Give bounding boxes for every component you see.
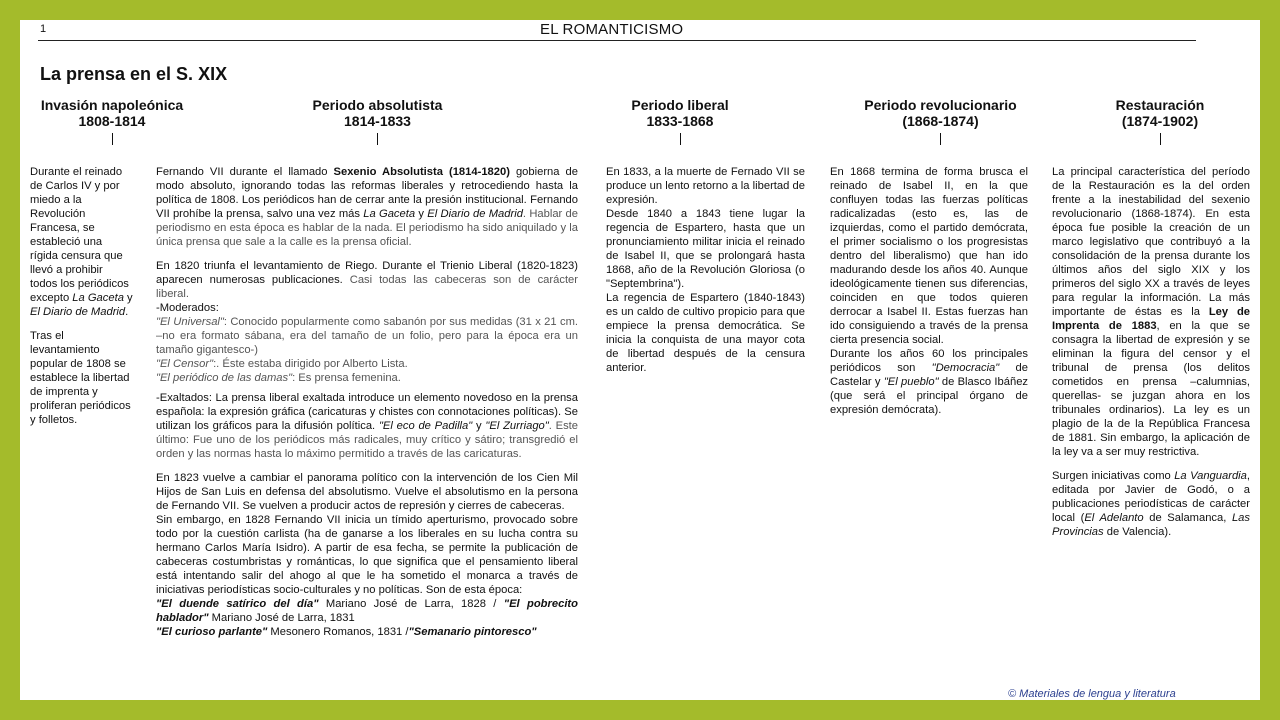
list-item: "El duende satírico del día" Mariano José de Larra, 1828 / "El pobrecito hablador" Mariano José de Larra, 1831 [156,598,578,624]
paragraph: En 1820 triunfa el levantamiento de Riego. Durante el Trienio Liberal (1820-1823) aparecen numerosas publicaciones. Casi todas las cabeceras son de carácter liberal. [156,260,578,300]
column-liberal [606,165,805,375]
paragraph: -Exaltados: La prensa liberal exaltada introduce un elemento novedoso en la prensa española: la expresión gráfica (caricaturas y chistes con connotaciones políticas). Se utilizan los gráficos para la difusión política. "El eco de Padilla" y "El Zurriago". Este último: Fue uno de los periódicos más radicales, muy crítico y sátiro; transgredió el orden y las normas hasta lo máximo permitido a través de las caricaturas. [156,392,579,460]
period-liberal [605,97,755,145]
paragraph: Durante el reinado de Carlos IV y por miedo a la Revolución Francesa, se estableció una rígida censura que llevó a prohibir todos los periódicos excepto La Gaceta y El Diario de Madrid. [30,166,133,318]
period-name: Invasión napoleónica [40,97,184,113]
paragraph: En 1823 vuelve a cambiar el panorama político con la intervención de los Cien Mil Hijos de San Luis en defensa del absolutismo. Vuelve el absolutismo en la persona de Fernando VII. Se vuelven a producir actos de represión y cierres de cabeceras. [156,472,578,512]
document-page [20,20,1260,700]
period-dates: 1833-1868 [646,113,714,129]
column-revolutionary [830,165,1028,417]
period-restoration [1090,97,1230,145]
document-title: EL ROMANTICISMO [540,21,684,38]
period-absolutist [290,97,465,145]
period-revolutionary [848,97,1033,145]
paragraph: En 1868 termina de forma brusca el reinado de Isabel II, en la que confluyen todas las fuerzas políticas radicalizadas (esto es, las de izquierdas, como el partido demócrata, el primer socialismo o los progresistas dentro del liberalismo) que han ido madurando desde los años 40. Aunque ideológicamente tienen sus diferencias, coinciden en que todos quieren derrocar a Isabel II. Estas fuerzas han ido consiguiendo a través de la prensa cierta presencia social. [830,166,1028,346]
paragraph: Sin embargo, en 1828 Fernando VII inicia un tímido aperturismo, provocado sobre todo por la cuestión carlista (ha de ganarse a los liberales en su lucha contra su hermano Carlos María Isidro). A partir de esa fecha, se permite la publicación de cabeceras costumbristas y románticas, lo que significa que el pensamiento liberal está intentando salir del ahogo al que le ha sometido el monarca a través de iniciativas periodísticas socio-culturales y no políticas. Son de esta época: [156,514,578,596]
paragraph: La principal característica del período de la Restauración es la del orden frente a la inestabilidad del sexenio revolucionario (1868-1874). En esta época fue posible la creación de un marco legislativo que contribuyó a la consolidación de la prensa durante los últimos años del siglo XIX y los primeros del siglo XX a través de leyes para regular la información. La más importante de éstas es la Ley de Imprenta de 1883, en la que se consagra la libertad de expresión y se eliminan la figura del censor y el tribunal de prensa (los delitos cometidos en prensa –calumnias, querellas- se juzgan ahora en los tribunales ordinarios). La ley es un plagio de la de la República Francesa de 1881. Sin embargo, la aplicación de la ley va a ser muy restrictiva. [1052,166,1250,458]
column-absolutist [156,165,578,639]
paragraph: Surgen iniciativas como La Vanguardia, editada por Javier de Godó, o a publicaciones periodísticas de carácter local (El Adelanto de Salamanca, Las Provincias de Valencia). [1052,470,1250,538]
timeline-tick [377,133,378,145]
paragraph: La regencia de Espartero (1840-1843) es un caldo de cultivo propicio para que empiece la prensa democrática. Se inicia la conquista de una mayor cota de libertad después de la censura anterior. [606,292,805,374]
paragraph: Durante los años 60 los principales periódicos son "Democracia" de Castelar y "El pueblo" de Blasco Ibáñez (que será el principal órgano de expresión demócrata). [830,348,1029,416]
period-dates: 1808-1814 [78,113,146,129]
timeline-tick [940,133,941,145]
paragraph: Tras el levantamiento popular de 1808 se establece la libertad de imprenta y proliferan periódicos y folletos. [30,330,131,426]
timeline-tick [112,133,113,145]
paragraph: En 1833, a la muerte de Fernado VII se produce un lento retorno a la libertad de expresión. [606,166,805,206]
period-name: Periodo revolucionario [864,97,1017,113]
moderados-heading: -Moderados: [156,302,219,314]
period-napoleonic [32,97,192,145]
period-dates: (1868-1874) [902,113,979,129]
period-name: Periodo liberal [631,97,729,113]
column-restoration [1052,165,1250,549]
list-item: "El periódico de las damas": Es prensa femenina. [156,372,401,384]
section-title: La prensa en el S. XIX [40,64,228,84]
period-name: Periodo absolutista [312,97,443,113]
period-name: Restauración [1115,97,1205,113]
paragraph: Fernando VII durante el llamado Sexenio Absolutista (1814-1820) gobierna de modo absoluto, ignorando todas las reformas liberales y retrocediendo hasta la política de 1808. Los periódicos han de cerrar ante la presión institucional. Fernando VII prohíbe la prensa, salvo una vez más La Gaceta y El Diario de Madrid. Hablar de periodismo en esta época es hablar de la nada. El periodismo ha sido aniquilado y la única prensa que sale a la calle es la prensa oficial. [156,166,579,248]
list-item: "El Censor":. Éste estaba dirigido por Alberto Lista. [156,358,408,370]
timeline-tick [1160,133,1161,145]
period-dates: 1814-1833 [344,113,411,129]
footer-credit: © Materiales de lengua y literatura [1008,688,1176,700]
period-dates: (1874-1902) [1121,113,1199,129]
page-number: 1 [40,23,47,35]
list-item: "El curioso parlante" Mesonero Romanos, 1831 /"Semanario pintoresco" [156,626,537,638]
column-napoleonic [30,165,133,437]
timeline-tick [680,133,681,145]
list-item: "El Universal": Conocido popularmente como sabanón por sus medidas (31 x 21 cm. –no era formato sábana, era del tamaño de un folio, pero para la época era un tamaño gigantesco-) [156,316,578,356]
paragraph: Desde 1840 a 1843 tiene lugar la regencia de Espartero, hasta que un pronunciamiento militar inicia el reinado de Isabel II, que se prolongará hasta 1868, año de la Revolución Gloriosa (o "Septembrina"). [606,208,805,290]
header-rule [38,40,1196,41]
